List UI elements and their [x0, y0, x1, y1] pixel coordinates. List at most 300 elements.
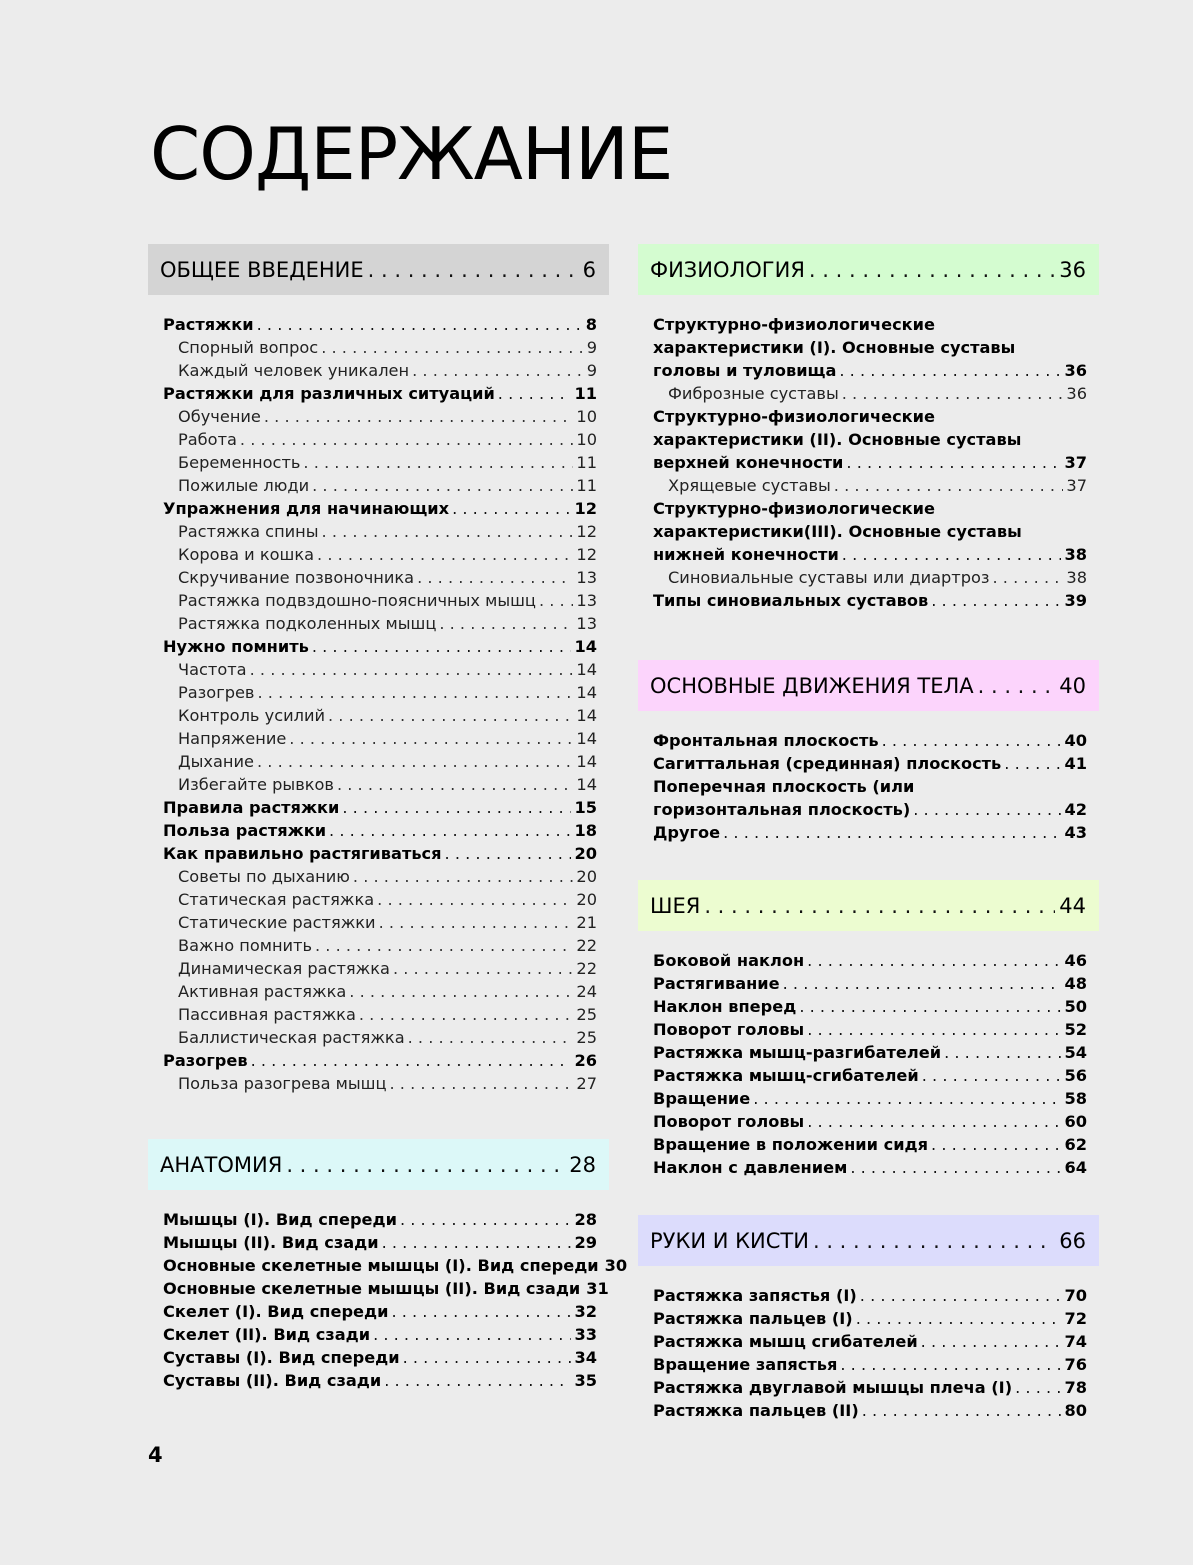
entry-title: Вращение: [653, 1089, 751, 1108]
leader-dots: [921, 1330, 1062, 1353]
entry-page: 32: [574, 1302, 597, 1321]
leader-dots: [377, 888, 573, 911]
entry-page: 64: [1064, 1158, 1087, 1177]
leader-dots: [922, 1064, 1062, 1087]
leader-dots: [257, 750, 573, 773]
entry-page: 60: [1064, 1112, 1087, 1131]
entry-title-line: характеристики(III). Основные суставы: [653, 522, 1022, 541]
entry-title: Скелет (I). Вид спереди: [163, 1302, 389, 1321]
entry-title: Работа: [178, 430, 237, 449]
leader-dots: [240, 428, 573, 451]
entry-page: 8: [585, 315, 597, 334]
entry-page: 11: [576, 476, 597, 495]
entry-page: 20: [576, 867, 597, 886]
entry-title: Разогрев: [178, 683, 255, 702]
toc-subentry[interactable]: [163, 1003, 597, 1026]
toc-subentry[interactable]: [163, 1026, 597, 1049]
leader-dots: [993, 566, 1064, 589]
entry-title-line: характеристики (I). Основные суставы: [653, 338, 1016, 357]
entry-page: 42: [1064, 800, 1087, 819]
entry-title: Поворот головы: [653, 1112, 805, 1131]
entry-title: Вращение в положении сидя: [653, 1135, 929, 1154]
entry-title: нижней конечности: [653, 545, 839, 564]
entry-title: Растяжка пальцев (II): [653, 1401, 859, 1420]
section-title: РУКИ И КИСТИ: [650, 1228, 809, 1253]
entry-title: Растяжка мышц сгибателей: [653, 1332, 918, 1351]
entry-page: 25: [576, 1028, 597, 1047]
leader-dots: [842, 543, 1062, 566]
entry-title: Сагиттальная (срединная) плоскость: [653, 754, 1002, 773]
entry-page: 70: [1064, 1286, 1087, 1305]
entry-title: Правила растяжки: [163, 798, 340, 817]
entry-page: 52: [1064, 1020, 1087, 1039]
entry-page: 76: [1064, 1355, 1087, 1374]
toc-entry[interactable]: [653, 949, 1087, 972]
leader-dots: [439, 612, 573, 635]
entry-page: 31: [586, 1279, 609, 1298]
leader-dots: [704, 894, 1055, 918]
entry-title: Растяжка пальцев (I): [653, 1309, 853, 1328]
entry-page: 18: [574, 821, 597, 840]
leader-dots: [382, 1231, 572, 1254]
entry-page: 56: [1064, 1066, 1087, 1085]
toc-subentry[interactable]: [163, 520, 597, 543]
toc-subentry[interactable]: [163, 428, 597, 451]
toc-entry[interactable]: [163, 842, 597, 865]
section-header[interactable]: [148, 1139, 609, 1190]
toc-entry[interactable]: [163, 1300, 597, 1323]
entry-page: 10: [576, 430, 597, 449]
leader-dots: [834, 474, 1064, 497]
toc-entry[interactable]: [163, 1049, 597, 1072]
entry-page: 15: [574, 798, 597, 817]
toc-entry[interactable]: [163, 1323, 597, 1346]
section-header[interactable]: [148, 244, 609, 295]
entry-page: 14: [576, 660, 597, 679]
toc-subentry[interactable]: [163, 750, 597, 773]
entry-page: 14: [574, 637, 597, 656]
entry-list: [148, 295, 609, 1095]
leader-dots: [452, 497, 571, 520]
toc-subentry[interactable]: [163, 612, 597, 635]
entry-title: Частота: [178, 660, 247, 679]
section-title: АНАТОМИЯ: [160, 1152, 283, 1177]
toc-subentry[interactable]: [653, 474, 1087, 497]
entry-title: Основные скелетные мышцы (II). Вид сзади: [163, 1279, 581, 1298]
leader-dots: [860, 1284, 1062, 1307]
leader-dots: [303, 451, 573, 474]
leader-dots: [321, 336, 583, 359]
leader-dots: [850, 1156, 1061, 1179]
entry-title: Баллистическая растяжка: [178, 1028, 405, 1047]
entry-title: Беременность: [178, 453, 301, 472]
entry-page: 37: [1064, 453, 1087, 472]
leader-dots: [445, 842, 572, 865]
entry-page: 36: [1066, 384, 1087, 403]
leader-dots: [862, 1399, 1062, 1422]
leader-dots: [359, 1003, 574, 1026]
leader-dots: [408, 1026, 574, 1049]
toc-entry[interactable]: [163, 1208, 597, 1231]
toc-entry[interactable]: [163, 1231, 597, 1254]
toc-entry[interactable]: [653, 1376, 1087, 1399]
entry-title: Напряжение: [178, 729, 287, 748]
section-header[interactable]: [638, 880, 1099, 931]
leader-dots: [391, 1300, 571, 1323]
entry-page: 22: [576, 959, 597, 978]
leader-dots: [842, 382, 1064, 405]
toc-subentry[interactable]: [163, 474, 597, 497]
toc-entry[interactable]: [653, 995, 1087, 1018]
toc-subentry[interactable]: [163, 681, 597, 704]
leader-dots: [403, 1346, 572, 1369]
entry-page: 12: [574, 499, 597, 518]
entry-title: горизонтальная плоскость): [653, 800, 911, 819]
entry-title: Суставы (I). Вид спереди: [163, 1348, 400, 1367]
entry-page: 21: [576, 913, 597, 932]
toc-subentry[interactable]: [163, 865, 597, 888]
leader-dots: [931, 589, 1061, 612]
leader-dots: [393, 957, 573, 980]
toc-subentry[interactable]: [163, 888, 597, 911]
entry-title: Растяжка мышц-сгибателей: [653, 1066, 919, 1085]
toc-entry[interactable]: [163, 796, 597, 819]
leader-dots: [342, 796, 571, 819]
leader-dots: [390, 1072, 574, 1095]
leader-dots: [328, 704, 573, 727]
entry-title: Растяжка подвздошно-поясничных мышц: [178, 591, 536, 610]
leader-dots: [379, 911, 574, 934]
toc-entry[interactable]: [653, 972, 1087, 995]
entry-title: Типы синовиальных суставов: [653, 591, 929, 610]
section-title: ФИЗИОЛОГИЯ: [650, 257, 805, 282]
toc-entry[interactable]: [163, 635, 597, 658]
entry-title: Скелет (II). Вид сзади: [163, 1325, 371, 1344]
toc-subentry[interactable]: [163, 980, 597, 1003]
entry-title: Скручивание позвоночника: [178, 568, 415, 587]
toc-subentry[interactable]: [163, 934, 597, 957]
entry-page: 12: [576, 545, 597, 564]
entry-list: [638, 711, 1099, 844]
entry-title: Растяжки: [163, 315, 254, 334]
toc-subentry[interactable]: [163, 1072, 597, 1095]
entry-title-line: характеристики (II). Основные суставы: [653, 430, 1022, 449]
entry-page: 11: [574, 384, 597, 403]
entry-title: головы и туловища: [653, 361, 837, 380]
entry-title: Советы по дыханию: [178, 867, 350, 886]
toc-entry[interactable]: [163, 1346, 597, 1369]
section-title: ОСНОВНЫЕ ДВИЖЕНИЯ ТЕЛА: [650, 673, 974, 698]
leader-dots: [264, 405, 574, 428]
entry-page: 28: [574, 1210, 597, 1229]
entry-page: 14: [576, 683, 597, 702]
toc-subentry[interactable]: [653, 382, 1087, 405]
leader-dots: [1015, 1376, 1061, 1399]
entry-page: 11: [576, 453, 597, 472]
toc-entry[interactable]: [163, 382, 597, 405]
toc-subentry[interactable]: [163, 658, 597, 681]
entry-title: Другое: [653, 823, 721, 842]
toc-entry[interactable]: [653, 1110, 1087, 1133]
leader-dots: [839, 359, 1061, 382]
toc-entry[interactable]: [163, 497, 597, 520]
leader-dots: [373, 1323, 571, 1346]
leader-dots: [368, 258, 579, 282]
page-title: СОДЕРЖАНИЕ: [150, 112, 673, 196]
entry-page: 38: [1066, 568, 1087, 587]
entry-title: Растяжка подколенных мышц: [178, 614, 437, 633]
entry-page: 20: [576, 890, 597, 909]
toc-section: [148, 1139, 628, 1392]
entry-title: Избегайте рывков: [178, 775, 334, 794]
entry-page: 80: [1064, 1401, 1087, 1420]
leader-dots: [400, 1208, 572, 1231]
entry-page: 12: [576, 522, 597, 541]
entry-title: Хрящевые суставы: [668, 476, 831, 495]
section-title: ШЕЯ: [650, 893, 701, 918]
entry-page: 10: [576, 407, 597, 426]
entry-page: 35: [574, 1371, 597, 1390]
entry-title: Поворот головы: [653, 1020, 805, 1039]
entry-title: Основные скелетные мышцы (I). Вид спереди: [163, 1256, 599, 1275]
entry-title: верхней конечности: [653, 453, 844, 472]
leader-dots: [329, 819, 571, 842]
leader-dots: [807, 949, 1061, 972]
leader-dots: [799, 995, 1061, 1018]
entry-title-line: Структурно-физиологические: [653, 407, 935, 426]
section-page: 36: [1059, 257, 1086, 282]
entry-page: 13: [576, 568, 597, 587]
toc-section: [638, 660, 1099, 844]
toc-subentry[interactable]: [163, 773, 597, 796]
leader-dots: [931, 1133, 1061, 1156]
entry-title: Наклон с давлением: [653, 1158, 848, 1177]
toc-entry[interactable]: [653, 1156, 1087, 1179]
toc-subentry[interactable]: [163, 589, 597, 612]
leader-dots: [783, 972, 1062, 995]
toc-subentry[interactable]: [163, 704, 597, 727]
leader-dots: [312, 474, 573, 497]
entry-title: Пассивная растяжка: [178, 1005, 356, 1024]
toc-entry[interactable]: [653, 1284, 1087, 1307]
entry-title: Контроль усилий: [178, 706, 326, 725]
entry-page: 78: [1064, 1378, 1087, 1397]
entry-page: 14: [576, 775, 597, 794]
entry-title: Упражнения для начинающих: [163, 499, 450, 518]
entry-page: 36: [1064, 361, 1087, 380]
section-header[interactable]: [638, 660, 1099, 711]
entry-page: 41: [1064, 754, 1087, 773]
leader-dots: [353, 865, 573, 888]
entry-title: Растяжки для различных ситуаций: [163, 384, 495, 403]
leader-dots: [251, 1049, 572, 1072]
toc-entry[interactable]: [653, 1307, 1087, 1330]
entry-page: 40: [1064, 731, 1087, 750]
entry-title: Динамическая растяжка: [178, 959, 390, 978]
toc-entry[interactable]: [163, 819, 597, 842]
toc-subentry[interactable]: [163, 543, 597, 566]
entry-page: 38: [1064, 545, 1087, 564]
entry-page: 13: [576, 614, 597, 633]
entry-title: Мышцы (II). Вид сзади: [163, 1233, 379, 1252]
entry-title: Фиброзные суставы: [668, 384, 839, 403]
entry-page: 37: [1066, 476, 1087, 495]
toc-entry[interactable]: [163, 313, 597, 336]
leader-dots: [809, 258, 1055, 282]
toc-entry[interactable]: [653, 752, 1087, 775]
entry-page: 26: [574, 1051, 597, 1070]
entry-page: 29: [574, 1233, 597, 1252]
toc-section: [148, 244, 609, 1095]
toc-left-column: [148, 244, 628, 1392]
entry-page: 48: [1064, 974, 1087, 993]
entry-title: Активная растяжка: [178, 982, 347, 1001]
toc-entry[interactable]: [163, 1254, 628, 1277]
section-page: 66: [1059, 1228, 1086, 1253]
toc-entry[interactable]: [653, 729, 1087, 752]
leader-dots: [539, 589, 573, 612]
leader-dots: [944, 1041, 1061, 1064]
leader-dots: [322, 520, 574, 543]
entry-page: 14: [576, 752, 597, 771]
section-page: 6: [582, 257, 596, 282]
toc-subentry[interactable]: [163, 336, 597, 359]
entry-page: 14: [576, 729, 597, 748]
section-title: ОБЩЕЕ ВВЕДЕНИЕ: [160, 257, 364, 282]
toc-subentry[interactable]: [653, 566, 1087, 589]
entry-page: 72: [1064, 1309, 1087, 1328]
entry-title: Вращение запястья: [653, 1355, 838, 1374]
toc-entry[interactable]: [163, 1277, 609, 1300]
leader-dots: [250, 658, 574, 681]
entry-page: 22: [576, 936, 597, 955]
entry-page: 54: [1064, 1043, 1087, 1062]
section-page: 44: [1059, 893, 1086, 918]
toc-entry[interactable]: [653, 1064, 1087, 1087]
toc-entry[interactable]: [653, 821, 1087, 844]
toc-subentry[interactable]: [163, 566, 597, 589]
toc-section: [638, 880, 1099, 1179]
entry-title: Растяжка запястья (I): [653, 1286, 857, 1305]
entry-title: Польза растяжки: [163, 821, 327, 840]
entry-title: Обучение: [178, 407, 261, 426]
toc-entry[interactable]: [653, 359, 1087, 382]
toc-entry[interactable]: [653, 1087, 1087, 1110]
toc-entry[interactable]: [163, 1369, 597, 1392]
toc-entry[interactable]: [653, 1399, 1087, 1422]
entry-title: Растяжка спины: [178, 522, 319, 541]
leader-dots: [257, 681, 573, 704]
entry-page: 25: [576, 1005, 597, 1024]
toc-subentry[interactable]: [163, 727, 597, 750]
toc-subentry[interactable]: [163, 359, 597, 382]
toc-entry[interactable]: [653, 1353, 1087, 1376]
entry-page: 74: [1064, 1332, 1087, 1351]
entry-page: 43: [1064, 823, 1087, 842]
section-page: 28: [569, 1152, 596, 1177]
toc-entry[interactable]: [653, 1041, 1087, 1064]
entry-title: Нужно помнить: [163, 637, 309, 656]
entry-title: Статическая растяжка: [178, 890, 375, 909]
entry-title-line: Структурно-физиологические: [653, 315, 935, 334]
leader-dots: [807, 1018, 1061, 1041]
entry-title: Растяжка двуглавой мышцы плеча (I): [653, 1378, 1013, 1397]
toc-entry[interactable]: [653, 589, 1087, 612]
entry-page: 14: [576, 706, 597, 725]
leader-dots: [856, 1307, 1062, 1330]
entry-page: 39: [1064, 591, 1087, 610]
toc-entry[interactable]: [653, 1018, 1087, 1041]
entry-page: 62: [1064, 1135, 1087, 1154]
leader-dots: [315, 934, 573, 957]
entry-page: 50: [1064, 997, 1087, 1016]
entry-title: Наклон вперед: [653, 997, 797, 1016]
leader-dots: [384, 1369, 571, 1392]
toc-entry[interactable]: [653, 1330, 1087, 1353]
leader-dots: [417, 566, 573, 589]
toc-subentry[interactable]: [163, 957, 597, 980]
entry-list: [638, 1266, 1099, 1422]
entry-title: Боковой наклон: [653, 951, 805, 970]
entry-page: 46: [1064, 951, 1087, 970]
toc-entry[interactable]: [653, 1133, 1087, 1156]
entry-list: [638, 931, 1099, 1179]
entry-title: Как правильно растягиваться: [163, 844, 442, 863]
entry-page: 9: [586, 338, 597, 357]
entry-title: Каждый человек уникален: [178, 361, 410, 380]
toc-subentry[interactable]: [163, 451, 597, 474]
entry-page: 13: [576, 591, 597, 610]
leader-dots: [753, 1087, 1061, 1110]
leader-dots: [257, 313, 583, 336]
toc-subentry[interactable]: [163, 405, 597, 428]
toc-entry[interactable]: [653, 451, 1087, 474]
leader-dots: [840, 1353, 1061, 1376]
toc-entry[interactable]: [653, 543, 1087, 566]
entry-page: 33: [574, 1325, 597, 1344]
entry-page: 58: [1064, 1089, 1087, 1108]
leader-dots: [807, 1110, 1061, 1133]
toc-right-column: [638, 244, 1099, 1422]
leader-dots: [312, 635, 572, 658]
toc-section: [638, 1215, 1099, 1422]
entry-title: Разогрев: [163, 1051, 248, 1070]
entry-title: Польза разогрева мышц: [178, 1074, 387, 1093]
entry-title-line: Поперечная плоскость (или: [653, 777, 915, 796]
entry-title: Пожилые люди: [178, 476, 310, 495]
page-number: 4: [148, 1443, 163, 1467]
leader-dots: [723, 821, 1061, 844]
leader-dots: [978, 674, 1056, 698]
entry-title: Важно помнить: [178, 936, 313, 955]
section-header[interactable]: [638, 244, 1099, 295]
section-header[interactable]: [638, 1215, 1099, 1266]
entry-list: [638, 295, 1099, 612]
toc-entry[interactable]: [653, 798, 1087, 821]
entry-page: 24: [576, 982, 597, 1001]
entry-title: Фронтальная плоскость: [653, 731, 879, 750]
leader-dots: [337, 773, 573, 796]
entry-title: Суставы (II). Вид сзади: [163, 1371, 382, 1390]
entry-list: [148, 1190, 628, 1392]
leader-dots: [317, 543, 573, 566]
leader-dots: [498, 382, 572, 405]
leader-dots: [846, 451, 1061, 474]
toc-subentry[interactable]: [163, 911, 597, 934]
leader-dots: [882, 729, 1062, 752]
section-page: 40: [1059, 673, 1086, 698]
leader-dots: [286, 1153, 565, 1177]
